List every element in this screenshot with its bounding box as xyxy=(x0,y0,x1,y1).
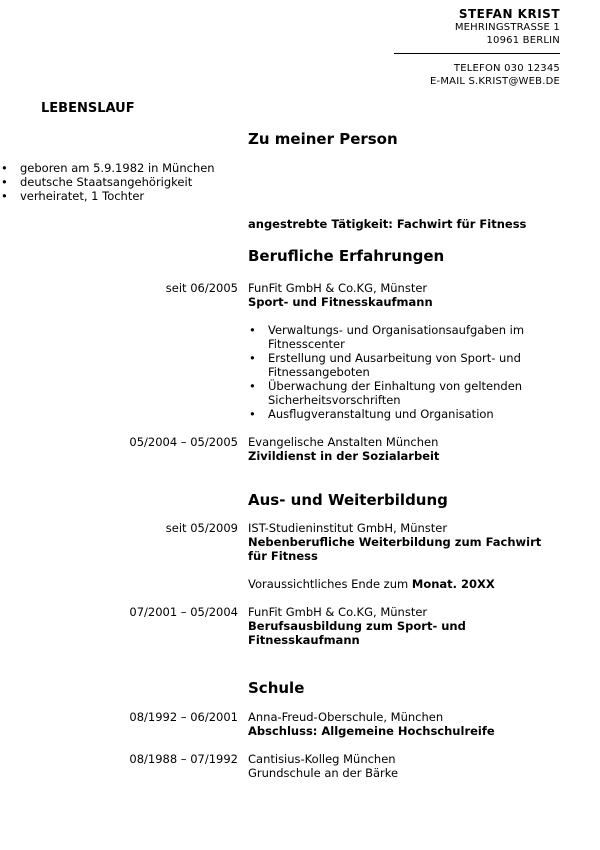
task-list xyxy=(248,323,558,421)
section-school xyxy=(0,679,600,780)
header-divider xyxy=(394,53,560,54)
note-text: Voraussichtliches Ende zum xyxy=(248,577,412,591)
experience-entry xyxy=(0,281,600,421)
entry-role: Nebenberufliche Weiterbildung zum Fachwirt für Fitness xyxy=(248,535,542,563)
entry-date: seit 06/2005 xyxy=(165,281,238,295)
contact-header xyxy=(394,8,560,88)
section-heading: Schule xyxy=(248,679,305,697)
list-item: • deutsche Staatsangehörigkeit xyxy=(0,175,310,189)
applicant-name: STEFAN KRIST xyxy=(458,7,560,21)
entry-date: 08/1992 – 06/2001 xyxy=(129,710,238,724)
section-heading: Berufliche Erfahrungen xyxy=(248,247,445,265)
document-title: LEBENSLAUF xyxy=(41,101,135,116)
entry-role: Sport- und Fitnesskaufmann xyxy=(248,295,433,309)
section-experience xyxy=(0,247,600,463)
entry-note xyxy=(248,577,558,591)
section-education xyxy=(0,491,600,647)
entry-organization: Anna-Freud-Oberschule, München xyxy=(248,710,444,724)
personal-details-list xyxy=(0,161,310,203)
entry-organization: FunFit GmbH & Co.KG, Münster xyxy=(248,605,428,619)
cv-body xyxy=(0,130,600,780)
entry-organization: Evangelische Anstalten München xyxy=(248,435,439,449)
education-entry xyxy=(0,605,600,647)
entry-role: Zivildienst in der Sozialarbeit xyxy=(248,449,440,463)
address-city: 10961 BERLIN xyxy=(486,35,560,46)
section-person xyxy=(0,130,600,231)
list-item: • verheiratet, 1 Tochter xyxy=(0,189,310,203)
entry-date: seit 05/2009 xyxy=(165,521,238,535)
entry-date: 05/2004 – 05/2005 xyxy=(129,435,238,449)
list-item: • Erstellung und Ausarbeitung von Sport- und Fitnessangeboten xyxy=(248,351,558,379)
list-item: • Überwachung der Einhaltung von geltenden Sicherheitsvorschriften xyxy=(248,379,558,407)
entry-organization: Cantisius-Kolleg München xyxy=(248,752,396,766)
phone-number: TELEFON 030 12345 xyxy=(453,63,560,74)
entry-role: Berufsausbildung zum Sport- und Fitnesskaufmann xyxy=(248,619,466,647)
experience-entry xyxy=(0,435,600,463)
note-date: Monat. 20XX xyxy=(411,577,495,591)
target-job: angestrebte Tätigkeit: Fachwirt für Fitness xyxy=(248,217,527,231)
school-entry xyxy=(0,710,600,738)
section-heading: Zu meiner Person xyxy=(248,130,398,148)
email-address: E-MAIL S.KRIST@WEB.DE xyxy=(430,76,560,87)
entry-date: 07/2001 – 05/2004 xyxy=(129,605,238,619)
list-item: • Verwaltungs- und Organisationsaufgaben im Fitnesscenter xyxy=(248,323,558,351)
school-entry xyxy=(0,752,600,780)
entry-organization: IST-Studieninstitut GmbH, Münster xyxy=(248,521,448,535)
list-item: • Ausflugveranstaltung und Organisation xyxy=(248,407,558,421)
address-street: MEHRINGSTRASSE 1 xyxy=(454,22,560,33)
entry-role: Abschluss: Allgemeine Hochschulreife xyxy=(248,724,495,738)
entry-detail: Grundschule an der Bärke xyxy=(248,766,399,780)
entry-date: 08/1988 – 07/1992 xyxy=(129,752,238,766)
entry-organization: FunFit GmbH & Co.KG, Münster xyxy=(248,281,428,295)
education-entry xyxy=(0,521,600,591)
section-heading: Aus- und Weiterbildung xyxy=(248,491,448,509)
list-item: • geboren am 5.9.1982 in München xyxy=(0,161,310,175)
